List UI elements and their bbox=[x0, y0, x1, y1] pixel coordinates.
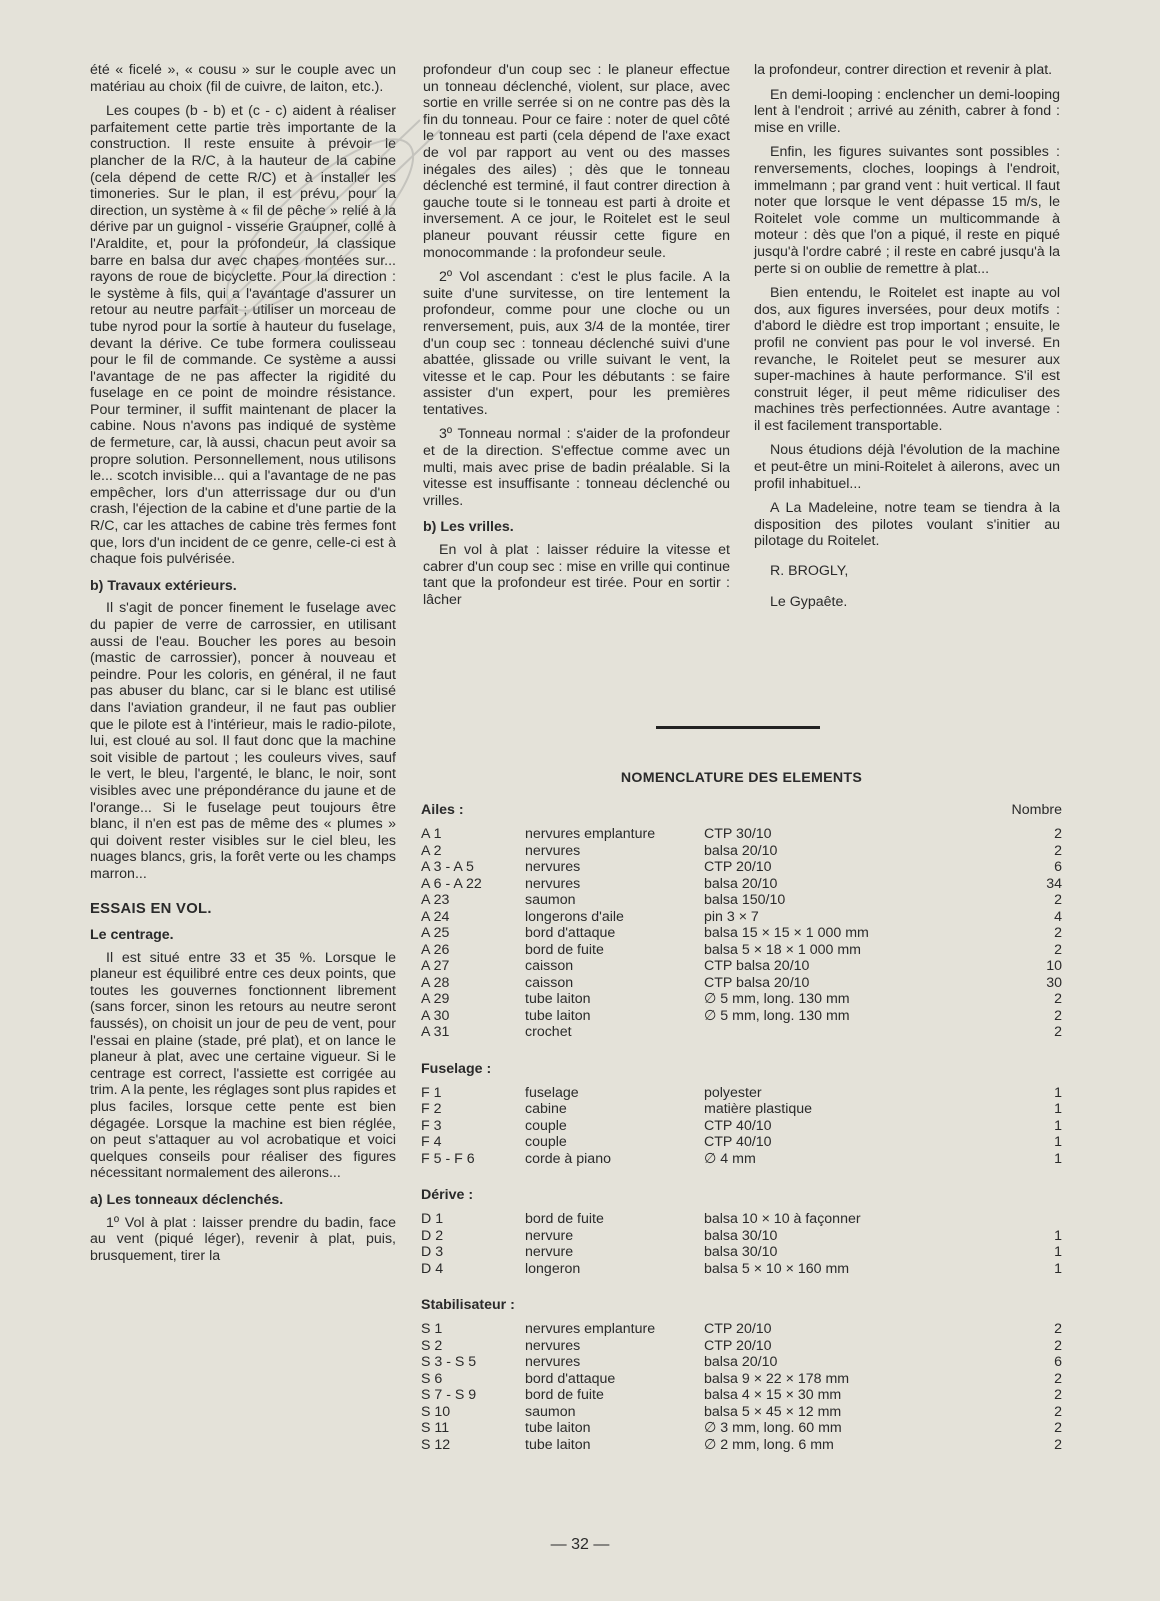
part-material: balsa 5 × 45 × 12 mm bbox=[704, 1403, 842, 1420]
paragraph: 3º Tonneau normal : s'aider de la profondeur et de la direction. S'effectue comme avec un multi, mais avec prise de badin préalable. Si la vitesse est insuffisante : tonneau déclenché ou vrilles. bbox=[423, 426, 730, 509]
part-name: fuselage bbox=[525, 1084, 579, 1101]
table-row bbox=[421, 1228, 1062, 1245]
table-row bbox=[421, 1118, 1062, 1135]
part-ref: S 10 bbox=[421, 1403, 451, 1420]
table-row bbox=[421, 1437, 1062, 1454]
part-ref: A 30 bbox=[421, 1007, 450, 1024]
part-name: caisson bbox=[525, 974, 574, 991]
part-material: balsa 20/10 bbox=[704, 875, 778, 892]
part-material: CTP balsa 20/10 bbox=[704, 958, 810, 974]
part-material: ∅ 3 mm, long. 60 mm bbox=[704, 1420, 842, 1436]
part-name: tube laiton bbox=[525, 991, 591, 1007]
part-ref: A 28 bbox=[421, 974, 450, 991]
table-row bbox=[421, 859, 1062, 876]
part-ref: S 3 - S 5 bbox=[421, 1354, 477, 1370]
part-count: 2 bbox=[1054, 1024, 1062, 1040]
part-count: 2 bbox=[1054, 826, 1062, 842]
section-heading: ESSAIS EN VOL. bbox=[90, 900, 212, 917]
part-count: 4 bbox=[1054, 908, 1062, 925]
parts-section-heading bbox=[421, 1061, 1062, 1077]
part-material: balsa 4 × 15 × 30 mm bbox=[704, 1387, 842, 1403]
paragraph: 2º Vol ascendant : c'est le plus facile. A la suite d'une survitesse, on tire lentement la profondeur, comme pour une cloche ou un renversement, puis, aux 3/4 de la montée, tirer d'un coup sec : tonneau déclenché suivi d'une abattée, glissade ou vrille suivant le vent, la vitesse et le cap. Pour les débutants : se faire assister d'un expert, pour les premières tentatives. bbox=[423, 269, 730, 418]
page-number: — 32 — bbox=[550, 1536, 610, 1553]
parts-table bbox=[421, 826, 1062, 1041]
part-count: 34 bbox=[1046, 875, 1062, 892]
part-material: CTP balsa 20/10 bbox=[704, 974, 810, 991]
paragraph: 1º Vol à plat : laisser prendre du badin, face au vent (piqué léger), revenir à plat, puis, brusquement, tirer la bbox=[90, 1214, 396, 1264]
paragraph: En demi-looping : enclencher un demi-looping lent à l'endroit ; arrivé au zénith, cabrer à fond : mise en vrille. bbox=[754, 86, 1060, 136]
column-right bbox=[754, 62, 1060, 622]
divider-rule bbox=[656, 726, 820, 729]
table-row bbox=[421, 958, 1062, 975]
part-name: nervure bbox=[525, 1244, 574, 1260]
part-material: pin 3 × 7 bbox=[704, 908, 759, 925]
part-count: 2 bbox=[1054, 892, 1062, 908]
part-ref: D 4 bbox=[421, 1260, 444, 1277]
part-name: bord de fuite bbox=[525, 1387, 604, 1403]
table-row bbox=[421, 1338, 1062, 1355]
part-count: 1 bbox=[1054, 1260, 1062, 1277]
subsection-heading: b) Les vrilles. bbox=[423, 519, 514, 536]
table-row bbox=[421, 843, 1062, 860]
table-row bbox=[421, 942, 1062, 959]
part-count: 1 bbox=[1054, 1084, 1062, 1101]
part-name: bord d'attaque bbox=[525, 1370, 616, 1387]
table-row bbox=[421, 925, 1062, 942]
table-row bbox=[421, 892, 1062, 909]
table-row bbox=[421, 1354, 1062, 1371]
part-material: balsa 150/10 bbox=[704, 892, 786, 908]
part-count: 2 bbox=[1054, 941, 1062, 958]
part-ref: S 12 bbox=[421, 1436, 451, 1453]
part-count bbox=[1004, 1211, 1062, 1228]
parts-section-heading bbox=[421, 1297, 1062, 1313]
part-count: 2 bbox=[1054, 1321, 1062, 1337]
table-row bbox=[421, 826, 1062, 843]
parts-list-sections bbox=[421, 802, 1062, 1453]
part-name: cabine bbox=[525, 1101, 567, 1117]
column-left bbox=[90, 62, 396, 1272]
part-name: nervures bbox=[525, 859, 581, 875]
part-ref: S 2 bbox=[421, 1337, 443, 1354]
part-material: balsa 5 × 10 × 160 mm bbox=[704, 1260, 850, 1277]
part-name: nervures bbox=[525, 842, 581, 859]
part-count: 2 bbox=[1054, 842, 1062, 859]
part-count: 2 bbox=[1054, 1337, 1062, 1354]
parts-list bbox=[421, 770, 1062, 1473]
part-count: 2 bbox=[1054, 925, 1062, 941]
paragraph: Il s'agit de poncer finement le fuselage avec du papier de verre de carrossier, en utilisant aussi de l'eau. Boucher les pores au besoin (mastic de carrossier), poncer à nouveau et peindre. Pour les coloris, en général, il ne faut pas abuser du blanc, car si le blanc est utilisé dans l'aviation grandeur, il ne faut pas oublier que le pilote est à l'intérieur, mais le radio-pilote, lui, est cloué au sol. Il faut donc que la machine soit visible de partout ; les couleurs vives, sauf le vert, le bleu, l'argenté, le blanc, le noir, sont visibles avec une prépondérance du jaune et de l'orange... Si le fuselage peut toujours être blanc, il n'en est pas de même des « plumes » qui doivent rester visibles sur le ciel bleu, les nuages blancs, gris, la forêt verte ou les champs marron... bbox=[90, 600, 396, 882]
part-material: ∅ 5 mm, long. 130 mm bbox=[704, 1007, 850, 1024]
table-row bbox=[421, 1387, 1062, 1404]
table-row bbox=[421, 1151, 1062, 1168]
paragraph: Nous étudions déjà l'évolution de la machine et peut-être un mini-Roitelet à ailerons, avec un profil inhabituel... bbox=[754, 442, 1060, 492]
table-row bbox=[421, 1024, 1062, 1041]
column-middle bbox=[423, 62, 730, 616]
paragraph: profondeur d'un coup sec : le planeur effectue un tonneau déclenché, violent, sur place, avec sortie en vrille serrée si on ne contre pas dès la fin du tonneau. Pour ce faire : noter de quel côté le tonneau est parti (cela dépend de l'axe exact de vol par rapport au vent ou des masses inégales des ailes) ; dès que le tonneau déclenché est terminé, il faut contrer direction à gauche toute si le tonneau est parti à droite et inversement. A ce jour, le Roitelet est le seul planeur pouvant réussir cette figure en monocommande : la profondeur seule. bbox=[423, 62, 730, 261]
part-material: ∅ 4 mm bbox=[704, 1150, 756, 1167]
part-count: 2 bbox=[1054, 1007, 1062, 1024]
parts-section-name: Dérive : bbox=[421, 1187, 474, 1203]
part-count: 1 bbox=[1054, 1117, 1062, 1134]
part-count: 2 bbox=[1054, 1387, 1062, 1403]
part-ref: D 1 bbox=[421, 1211, 444, 1227]
part-name: tube laiton bbox=[525, 1420, 591, 1436]
table-row bbox=[421, 991, 1062, 1008]
part-ref: A 27 bbox=[421, 958, 450, 974]
part-ref: A 1 bbox=[421, 826, 442, 842]
table-row bbox=[421, 1008, 1062, 1025]
part-name: tube laiton bbox=[525, 1436, 591, 1453]
table-row bbox=[421, 1404, 1062, 1421]
parts-table bbox=[421, 1211, 1062, 1277]
parts-section-heading bbox=[421, 1187, 1062, 1203]
part-ref: A 31 bbox=[421, 1024, 450, 1040]
part-ref: F 1 bbox=[421, 1084, 442, 1101]
part-ref: S 1 bbox=[421, 1321, 443, 1337]
part-material: ∅ 5 mm, long. 130 mm bbox=[704, 991, 850, 1007]
part-material: CTP 20/10 bbox=[704, 859, 772, 875]
table-row bbox=[421, 1244, 1062, 1261]
subsection-heading: Le centrage. bbox=[90, 927, 174, 944]
part-material: balsa 20/10 bbox=[704, 842, 778, 859]
paragraph: Enfin, les figures suivantes sont possibles : renversements, cloches, loopings à l'endroit, immelmann ; par grand vent : huit vertical. Il faut noter que lorsque le vent dépasse 15 m/s, le Roitelet vole comme un multicommande à moteur : dès que l'on a piqué, il reste en piqué jusqu'à l'ordre cabré ; il reste en cabré jusqu'à la perte si on oublie de remettre à plat... bbox=[754, 144, 1060, 277]
part-count: 2 bbox=[1054, 1436, 1062, 1453]
parts-section-name: Stabilisateur : bbox=[421, 1297, 515, 1313]
paragraph: A La Madeleine, notre team se tiendra à la disposition des pilotes voulant s'initier au pilotage du Roitelet. bbox=[754, 500, 1060, 550]
part-ref: A 24 bbox=[421, 908, 450, 925]
part-material: balsa 10 × 10 à façonner bbox=[704, 1211, 861, 1227]
part-material: CTP 30/10 bbox=[704, 826, 772, 842]
table-row bbox=[421, 975, 1062, 992]
part-count: 10 bbox=[1046, 958, 1062, 974]
paragraph: Les coupes (b - b) et (c - c) aident à réaliser parfaitement cette partie très importante de la construction. Il reste ensuite à prévoir le plancher de la R/C, à la hauteur de la cabine (cela dépend de cette R/C) et à installer les timoneries. Sur le plan, il est prévu, pour la direction, un système à « fil de pêche » relié à la dérive par un guignol - visserie Graupner, collé à l'Araldite, et, pour la profondeur, la classique barre en balsa dur avec chapes montées sur... rayons de roue de bicyclette. Pour la direction : le système à fils, qui a l'avantage d'assurer un retour au neutre parfait ; utiliser un morceau de tube nyrod pour la sortie à hauteur du fuselage, devant la dérive. Ce tube formera coulisseau pour le fil de commande. Ce système a aussi l'avantage de ne pas affecter la rigidité du fuselage en ce point de moindre résistance. Pour terminer, il suffit maintenant de placer la cabine. Nous n'avons pas indiqué de système de fermeture, car, là aussi, chacun peut avoir sa propre solution. Personnellement, nous utilisons le... scotch invisible... qui a l'avantage de ne pas empêcher, lors d'un atterrissage dur ou d'un crash, l'éjection de la cabine et d'une partie de la R/C, car les attaches de cabine très fermes font que, lors d'un incident de ce genre, celle-ci est à chaque fois pulvérisée. bbox=[90, 103, 396, 568]
part-name: saumon bbox=[525, 1403, 576, 1420]
part-name: couple bbox=[525, 1134, 567, 1150]
part-material: balsa 30/10 bbox=[704, 1244, 778, 1260]
part-ref: D 3 bbox=[421, 1244, 444, 1260]
part-name: crochet bbox=[525, 1024, 572, 1040]
part-ref: A 26 bbox=[421, 941, 450, 958]
paragraph: En vol à plat : laisser réduire la vitesse et cabrer d'un coup sec : mise en vrille qui continue tant que la profondeur est tirée. Pour en sortir : lâcher bbox=[423, 542, 730, 608]
table-row bbox=[421, 1211, 1062, 1228]
part-name: bord de fuite bbox=[525, 1211, 604, 1227]
part-material: CTP 20/10 bbox=[704, 1321, 772, 1337]
parts-table bbox=[421, 1085, 1062, 1168]
table-row bbox=[421, 1101, 1062, 1118]
parts-section-name: Ailes : bbox=[421, 802, 464, 818]
part-ref: A 6 - A 22 bbox=[421, 875, 482, 892]
part-ref: F 5 - F 6 bbox=[421, 1150, 475, 1167]
parts-list-title: NOMENCLATURE DES ELEMENTS bbox=[620, 770, 863, 786]
part-name: nervures bbox=[525, 1337, 581, 1354]
part-ref: S 6 bbox=[421, 1370, 443, 1387]
table-row bbox=[421, 1420, 1062, 1437]
part-ref: F 2 bbox=[421, 1101, 442, 1117]
part-name: nervures emplanture bbox=[525, 1321, 656, 1337]
part-name: tube laiton bbox=[525, 1007, 591, 1024]
paragraph: la profondeur, contrer direction et revenir à plat. bbox=[754, 62, 1053, 78]
section-heading: b) Travaux extérieurs. bbox=[90, 577, 237, 594]
part-count: 30 bbox=[1046, 974, 1062, 991]
part-name: bord d'attaque bbox=[525, 925, 616, 941]
part-name: nervures bbox=[525, 875, 581, 892]
part-ref: A 2 bbox=[421, 842, 442, 859]
part-count: 1 bbox=[1054, 1244, 1062, 1260]
part-count: 1 bbox=[1054, 1134, 1062, 1150]
paragraph: Il est situé entre 33 et 35 %. Lorsque le planeur est équilibré entre ces deux points, que toutes les gouvernes fonctionnent librement (sans forcer, sinon les retours au neutre seront faussés), on choisit un jour de peu de vent, pour l'essai en plaine (stade, pré plat), et on lance le planeur à plat, avec une certaine vigueur. Si le centrage est correct, l'assiette est corrigée au trim. A la pente, les réglages sont plus rapides et plus faciles, lorsque cette pente est bien dégagée. Lorsque la machine est bien réglée, on peut s'attaquer au vol acrobatique et voici quelques conseils pour réaliser des figures nécessitant normalement des ailerons... bbox=[90, 949, 396, 1182]
part-material: balsa 9 × 22 × 178 mm bbox=[704, 1370, 850, 1387]
part-ref: S 11 bbox=[421, 1420, 450, 1436]
part-count: 1 bbox=[1054, 1227, 1062, 1244]
table-row bbox=[421, 1261, 1062, 1278]
part-count: 2 bbox=[1054, 1420, 1062, 1436]
part-name: saumon bbox=[525, 892, 576, 908]
part-material: matière plastique bbox=[704, 1101, 813, 1117]
parts-section-heading bbox=[421, 802, 1062, 818]
part-material: CTP 40/10 bbox=[704, 1117, 772, 1134]
author-club: Le Gypaête. bbox=[770, 594, 848, 611]
part-material: balsa 30/10 bbox=[704, 1227, 778, 1244]
table-row bbox=[421, 909, 1062, 926]
table-row bbox=[421, 1085, 1062, 1102]
part-ref: F 3 bbox=[421, 1117, 442, 1134]
paragraph: Bien entendu, le Roitelet est inapte au vol dos, aux figures inversées, pour deux motifs : d'abord le dièdre est trop important ; ensuite, le profil ne convient pas pour le vol inversé. En revanche, le Roitelet peut se mesurer aux super-machines à haute performance. S'il est construit léger, il peut même ridiculiser des machines très perfectionnées. Autre avantage : il est facilement transportable. bbox=[754, 285, 1060, 434]
part-name: longerons d'aile bbox=[525, 908, 624, 925]
subsection-heading: a) Les tonneaux déclenchés. bbox=[90, 1192, 284, 1208]
part-ref: S 7 - S 9 bbox=[421, 1387, 477, 1403]
part-material: polyester bbox=[704, 1084, 762, 1101]
table-row bbox=[421, 1371, 1062, 1388]
part-name: bord de fuite bbox=[525, 941, 604, 958]
part-name: caisson bbox=[525, 958, 574, 974]
part-ref: A 3 - A 5 bbox=[421, 859, 474, 875]
parts-table bbox=[421, 1321, 1062, 1453]
part-ref: A 29 bbox=[421, 991, 450, 1007]
part-name: longeron bbox=[525, 1260, 581, 1277]
paragraph: été « ficelé », « cousu » sur le couple avec un matériau au choix (fil de cuivre, de laiton, etc.). bbox=[90, 62, 396, 95]
part-name: couple bbox=[525, 1117, 567, 1134]
part-ref: A 23 bbox=[421, 892, 450, 908]
part-material: ∅ 2 mm, long. 6 mm bbox=[704, 1436, 834, 1453]
part-material bbox=[704, 1024, 1004, 1041]
part-count: 6 bbox=[1054, 1354, 1062, 1370]
part-material: balsa 15 × 15 × 1 000 mm bbox=[704, 925, 869, 941]
table-row bbox=[421, 1134, 1062, 1151]
part-name: nervure bbox=[525, 1227, 574, 1244]
part-count: 2 bbox=[1054, 1403, 1062, 1420]
table-row bbox=[421, 1321, 1062, 1338]
table-row bbox=[421, 876, 1062, 893]
part-count: 1 bbox=[1054, 1150, 1062, 1167]
part-name: corde à piano bbox=[525, 1150, 611, 1167]
part-material: CTP 20/10 bbox=[704, 1337, 772, 1354]
part-count: 1 bbox=[1054, 1101, 1062, 1117]
part-ref: A 25 bbox=[421, 925, 450, 941]
part-material: CTP 40/10 bbox=[704, 1134, 772, 1150]
part-name: nervures emplanture bbox=[525, 826, 656, 842]
part-name: nervures bbox=[525, 1354, 581, 1370]
part-material: balsa 20/10 bbox=[704, 1354, 778, 1370]
nombre-column-header: Nombre bbox=[1011, 802, 1062, 818]
part-ref: F 4 bbox=[421, 1134, 442, 1150]
author-name: R. BROGLY, bbox=[770, 563, 849, 580]
part-count: 2 bbox=[1054, 991, 1062, 1007]
part-material: balsa 5 × 18 × 1 000 mm bbox=[704, 941, 861, 958]
parts-section-name: Fuselage : bbox=[421, 1060, 492, 1077]
part-count: 6 bbox=[1054, 859, 1062, 875]
part-ref: D 2 bbox=[421, 1227, 444, 1244]
part-count: 2 bbox=[1054, 1370, 1062, 1387]
